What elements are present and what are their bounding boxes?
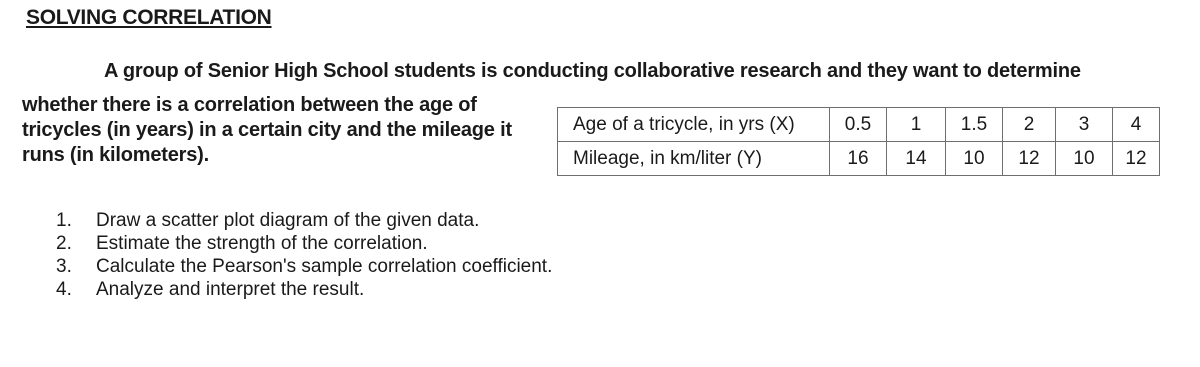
age-cell: 0.5: [830, 108, 887, 142]
table-row-mileage: [558, 142, 1160, 176]
task-text: Draw a scatter plot diagram of the given data.: [96, 210, 480, 231]
task-list: [56, 209, 552, 301]
age-cell: 2: [1003, 108, 1056, 142]
page-title: SOLVING CORRELATION: [26, 6, 272, 29]
task-number: 1.: [56, 210, 72, 231]
mileage-cell: 10: [1056, 142, 1113, 176]
task-number: 2.: [56, 233, 72, 254]
age-cell: 4: [1113, 108, 1160, 142]
mileage-cell: 10: [946, 142, 1003, 176]
intro-line-4: runs (in kilometers).: [22, 144, 209, 166]
task-item: [56, 278, 552, 301]
task-item: [56, 209, 552, 232]
task-item: [56, 232, 552, 255]
mileage-cell: 14: [887, 142, 946, 176]
table-row-age: [558, 108, 1160, 142]
intro-line-2: whether there is a correlation between the age of: [22, 94, 477, 116]
task-text: Estimate the strength of the correlation.: [96, 233, 428, 254]
task-number: 4.: [56, 279, 72, 300]
task-text: Analyze and interpret the result.: [96, 279, 365, 300]
intro-line-1: A group of Senior High School students is conducting collaborative research and they want to determine: [104, 60, 1081, 82]
age-cell: 1: [887, 108, 946, 142]
row-label-mileage: Mileage, in km/liter (Y): [558, 142, 830, 176]
mileage-cell: 12: [1003, 142, 1056, 176]
mileage-cell: 16: [830, 142, 887, 176]
intro-line-3: tricycles (in years) in a certain city and the mileage it: [22, 119, 512, 141]
data-table: [557, 107, 1160, 176]
row-label-age: Age of a tricycle, in yrs (X): [558, 108, 830, 142]
task-number: 3.: [56, 256, 72, 277]
age-cell: 1.5: [946, 108, 1003, 142]
task-text: Calculate the Pearson's sample correlation coefficient.: [96, 256, 553, 277]
task-item: [56, 255, 552, 278]
age-cell: 3: [1056, 108, 1113, 142]
mileage-cell: 12: [1113, 142, 1160, 176]
